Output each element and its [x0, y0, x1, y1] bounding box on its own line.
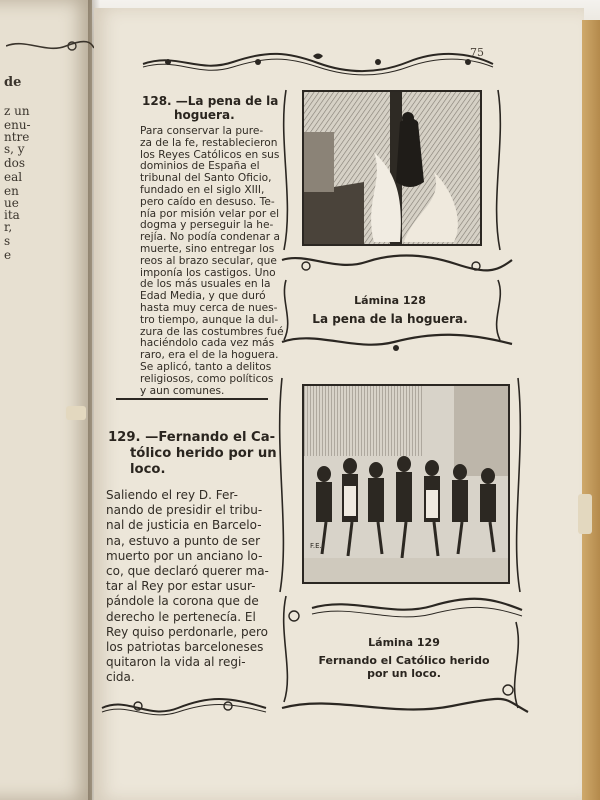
text-line: Se aplicó, tanto a delitos: [140, 360, 272, 373]
left-page: [0, 0, 92, 800]
text-line: Rey quiso perdonarle, pero: [106, 624, 268, 639]
text-line: Edad Media, y que duró: [140, 290, 266, 303]
text-line: na, estuvo a punto de ser: [106, 533, 261, 548]
text-line: muerto por un anciano lo-: [106, 548, 263, 563]
top-ornament: [138, 50, 498, 76]
text-line: dominios de España el: [140, 160, 260, 173]
text-line: muerte, sino entregar los: [140, 242, 275, 255]
engraver-signature: F.E.: [310, 542, 322, 550]
left-page-fragment: ntre: [4, 130, 30, 144]
left-page-fragment: eal: [4, 170, 23, 184]
text-line: de los más usuales en la: [140, 278, 271, 291]
left-page-fragment: s: [4, 234, 11, 248]
text-line: haciéndolo cada vez más: [140, 337, 275, 350]
text-line: religiosos, como políticos: [140, 372, 274, 385]
left-page-fragment: enu-: [4, 118, 31, 132]
left-page-fragment: e: [4, 248, 12, 262]
text-line: co, que declaró querer ma-: [106, 564, 269, 579]
section-divider: [116, 398, 268, 400]
text-line: zura de las costumbres fué: [140, 325, 284, 338]
left-page-fragment: r,: [4, 220, 13, 234]
text-line: dogma y perseguir la he-: [140, 219, 274, 232]
text-line: nía por misión velar por el: [140, 207, 280, 220]
text-line: za de la fe, restablecieron: [140, 136, 278, 149]
text-line: reos al brazo secular, que: [140, 254, 277, 267]
text-line: tar al Rey por estar usur-: [106, 579, 256, 594]
left-page-fragment: ue: [4, 196, 19, 210]
text-line: nal de justicia en Barcelo-: [106, 518, 262, 533]
section-128-body: [140, 126, 284, 397]
section-128-title: 128. —La pena de la hoguera.: [142, 94, 279, 122]
crowd-engraving: [304, 386, 508, 582]
text-line: quitaron la vida al regi-: [106, 655, 246, 670]
bottom-ornament: [98, 692, 270, 722]
text-line: fundado en el siglo XIII,: [140, 183, 265, 196]
text-line: nando de presidir el tribu-: [106, 503, 263, 518]
paper-stain: [66, 406, 86, 420]
text-line: derecho le pertenecía. El: [106, 609, 256, 624]
text-line: imponía los castigos. Uno: [140, 266, 276, 279]
text-line: cida.: [106, 670, 135, 685]
text-line: los Reyes Católicos en sus: [140, 148, 280, 161]
page-edges: [582, 20, 600, 800]
page-number: 75: [470, 46, 484, 59]
plate-128-illustration: [302, 90, 482, 246]
text-line: los patriotas barceloneses: [106, 640, 264, 655]
text-line: pándole la corona que de: [106, 594, 259, 609]
text-line: tribunal del Santo Oficio,: [140, 172, 272, 185]
paper-stain: [578, 494, 592, 534]
plate-129-illustration: [302, 384, 510, 584]
burning-at-stake-engraving: [304, 92, 480, 244]
plate-129-label: Lámina 129: [368, 636, 440, 649]
left-page-fragment: en: [4, 184, 19, 198]
text-line: Para conservar la pure-: [140, 125, 264, 137]
plate-129-caption: Fernando el Católico herido por un loco.: [318, 654, 490, 680]
left-page-fragment: dos: [4, 156, 26, 170]
plate-128-caption: La pena de la hoguera.: [312, 312, 468, 326]
plate-128-label: Lámina 128: [354, 294, 426, 307]
text-line: y aun comunes.: [140, 384, 225, 397]
section-129-body: [106, 488, 269, 686]
text-line: hasta muy cerca de nues-: [140, 301, 278, 314]
left-page-fragment: s, y: [4, 142, 25, 156]
left-page-fragment: de: [4, 75, 22, 90]
text-line: rejía. No podía condenar a: [140, 231, 280, 244]
text-line: raro, era el de la hoguera.: [140, 349, 279, 362]
text-line: Saliendo el rey D. Fer-: [106, 488, 238, 502]
text-line: pero caído en desuso. Te-: [140, 195, 275, 208]
left-page-ornament: [6, 38, 96, 54]
text-line: tro tiempo, aunque la dul-: [140, 313, 279, 326]
left-page-fragment: z un: [4, 104, 30, 118]
left-page-fragment: ita: [4, 208, 20, 222]
section-129-title: 129. —Fernando el Ca- tólico herido por un loco.: [108, 430, 277, 477]
